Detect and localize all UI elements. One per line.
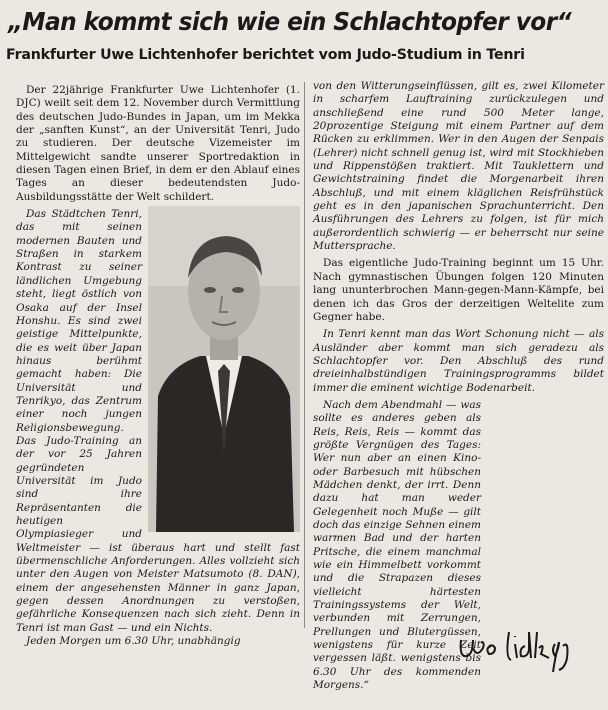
signature-icon (455, 618, 595, 678)
body-paragraph: von den Witterungseinflüssen, gilt es, zwei Kilometer in scharfem Lauftraining zurückzulegen und anschließend eine rund 500 Meter lange, 20prozentige Steigung mit einem Partner auf dem Rücken zu erklimmen. Wer in den Augen der Senpais (Lehrer) nicht schnell genug ist, wird mit Stockhieben und Rippenstößen traktiert. Mit Tauklettern und Gewichtstraining findet die Morgenarbeit ihren Abschluß, und mit einem kläglichen Reisfrühstück geht es in den japanischen Sprachunterricht. Den Ausführungen des Lehrers zu folgen, ist für mich außerordentlich schwierig — er beherrscht nur seine Muttersprache. (313, 80, 604, 253)
headline: „Man kommt sich wie ein Schlachtopfer vor“ (8, 7, 572, 36)
body-paragraph: In Tenri kennt man das Wort Schonung nicht — als Ausländer aber kommt man sich geradezu als Schlachtopfer vor. Den Abschluß des rund dreieinhalbstündigen Trainingsprogramms bildet immer die eminent wichtige Bodenarbeit. (313, 328, 604, 394)
left-column (16, 84, 300, 648)
column-divider (304, 82, 305, 628)
portrait-icon (148, 206, 300, 532)
subheadline: Frankfurter Uwe Lichtenhofer berichtet vom Judo-Studium in Tenri (6, 47, 525, 63)
right-column (313, 80, 604, 692)
portrait-photo (148, 206, 300, 532)
intro-paragraph: Der 22jährige Frankfurter Uwe Lichtenhofer (1. DJC) weilt seit dem 12. November durch Vermittlung des deutschen Judo-Bundes in Japan, um im Mekka der „sanften Kunst“, an der Universität Tenri, Judo zu studieren. Der deutsche Vizemeister im Mittelgewicht sandte unserer Sportredaktion in diesen Tagen einen Brief, in dem er den Ablauf eines Tages an dieser bedeutendsten Judo-Ausbildungsstätte der Welt schildert. (16, 84, 300, 203)
body-paragraph: Das Städtchen Tenri, das mit seinen modernen Bauten und Straßen in starkem Kontrast zu seiner ländlichen Umgebung steht, liegt östlich von Osaka auf der Insel Honshu. Es sind zwei geistige Mittelpunkte, die es weit über Japan hinaus berühmt gemacht haben: Die Universität und Tenrikyo, das Zentrum einer noch jungen Religionsbewegung. Das Judo-Training an der vor 25 Jahren gegründeten Universität im Judo sind ihre Repräsentanten die heutigen Olympiasieger und Weltmeister — ist überaus hart und stellt fast übermenschliche Anforderungen. Alles vollzieht sich unter den Augen von Meister Matsumoto (8. DAN), einem der angesehensten Männer in ganz Japan, gegen dessen Anordnungen zu verstoßen, gefährliche Konsequenzen nach sich zieht. Denn in Tenri ist man Gast — und ein Nichts. (16, 208, 300, 634)
body-paragraph: Jeden Morgen um 6.30 Uhr, unabhängig (26, 635, 241, 648)
handwritten-signature (455, 618, 595, 678)
body-paragraph: Nach dem Abendmahl — was sollte es anderes geben als Reis, Reis, Reis — kommt das größte Vergnügen des Tages: Wer nun aber an einen Kino- oder Barbesuch mit hübschen Mädchen denkt, der irrt. Denn dazu hat man weder Gelegenheit noch Muße — gilt doch das einzige Sehnen einem warmen Bad und der harten Pritsche, die einem manchmal wie ein Himmelbett vorkommt und die Strapazen dieses vielleicht härtesten Trainingssystems der Welt, verbunden mit Zerrungen, Prellungen und Blutergüssen, wenigstens für kurze Zeit vergessen läßt. wenigstens bis 6.30 Uhr des kommenden Morgens.“ (313, 398, 481, 692)
body-paragraph: Das eigentliche Judo-Training beginnt um 15 Uhr. Nach gymnastischen Übungen folgen 120 Minuten lang ununterbrochen Mann-gegen-Mann-Kämpfe, bei denen ich das Gros der derzeitigen Weltelite zum Gegner habe. (313, 257, 604, 323)
